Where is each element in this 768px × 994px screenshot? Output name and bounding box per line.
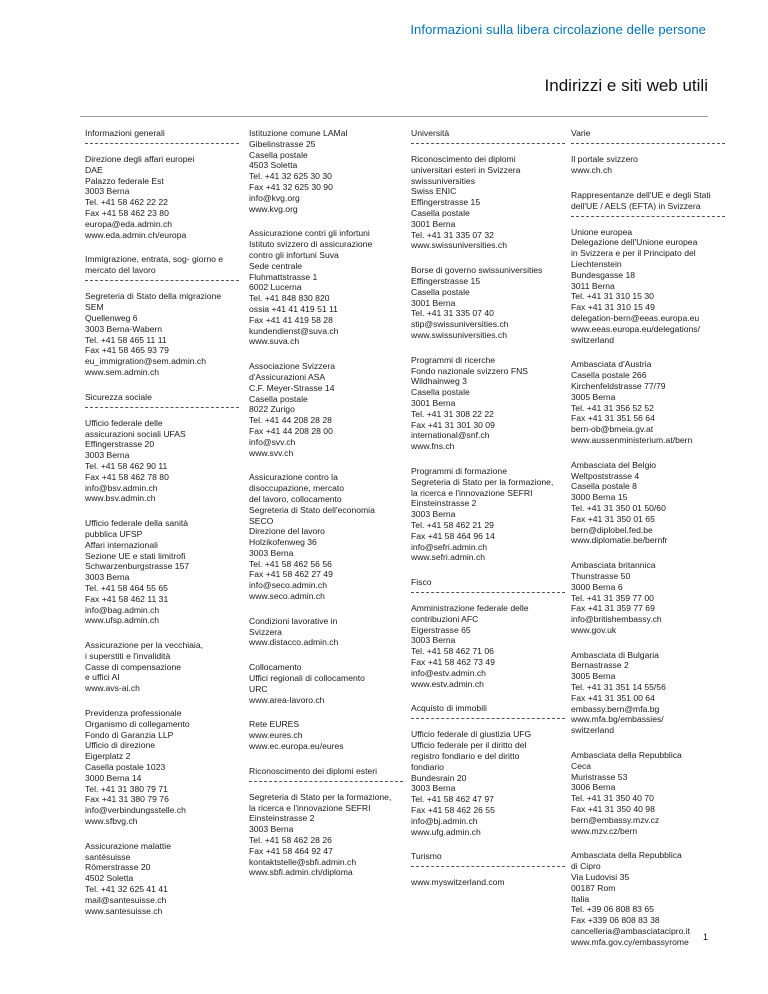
column-3 xyxy=(411,128,569,902)
section-heading: Informazioni generali xyxy=(85,128,239,144)
address-entry: Ambasciata di Bulgaria Bernastrasse 2 3005 Berna Tel. +41 31 351 14 55/56 Fax +41 31 351 00 64 embassy.bern@mfa.bg www.mfa.bg/embassies/ switzerland xyxy=(571,649,666,736)
address-entry: Segreteria di Stato della migrazione SEM Quellenweg 6 3003 Berna-Wabern Tel. +41 58 465 11 11 Fax +41 58 465 93 79 eu_immigration@sem.admin.ch www.sem.admin.ch xyxy=(85,291,222,377)
address-entry: Ufficio federale delle assicurazioni sociali UFAS Effingerstrasse 20 3003 Berna Tel. +41 58 462 90 11 Fax +41 58 462 78 80 info@bsv.admin.ch www.bsv.admin.ch xyxy=(85,417,186,504)
page-title: Indirizzi e siti web utili xyxy=(544,76,708,95)
address-entry: Collocamento Uffici regionali di collocamento URC www.area-lavoro.ch xyxy=(249,662,365,705)
address-entry: Direzione degli affari europei DAE Palazzo federale Est 3003 Berna Tel. +41 58 462 22 22 Fax +41 58 462 23 80 europa@eda.admin.ch www.eda.admin.ch/europa xyxy=(85,154,195,240)
section-heading: Rappresentanze dell'UE e degli Stati dell'UE / AELS (EFTA) in Svizzera xyxy=(571,190,725,217)
section-heading: Turismo xyxy=(411,851,565,867)
title-divider xyxy=(80,116,708,117)
section-heading: Università xyxy=(411,128,565,144)
address-entry: Istituzione comune LAMal Gibelinstrasse 25 Casella postale 4503 Soletta Tel. +41 32 625 30 30 Fax +41 32 625 30 90 info@kvg.org www.kvg.org xyxy=(249,128,348,214)
section-heading: Sicurezza sociale xyxy=(85,392,239,408)
column-1 xyxy=(85,128,243,930)
address-entry: Assicurazione contri gli infortuni Istituto svizzero di assicurazione contro gli infortuni Suva Sede centrale Fluhmattstrasse 1 6002 Lucerna Tel. +41 848 830 820 ossia +41 41 419 51 11 Fax +41 41 419 58 28 kundendienst@suva.ch www.suva.ch xyxy=(249,228,373,347)
address-entry: Ambasciata del Belgio Weltpoststrasse 4 Casella postale 8 3000 Berna 15 Tel. +41 31 350 01 50/60 Fax +41 31 350 01 65 bern@diplobel.fed.be www.diplomatie.be/bernfr xyxy=(571,459,668,546)
address-entry: Borse di governo swissuniversities Effingerstrasse 15 Casella postale 3001 Berna Tel. +41 31 335 07 40 stip@swissuniversities.ch www.swissuniversities.ch xyxy=(411,265,543,340)
address-entry: Ufficio federale della sanità pubblica UFSP Affari internazionali Sezione UE e stati limitrofi Schwarzenburgstrasse 157 3003 Berna Tel. +41 58 464 55 65 Fax +41 58 462 11 31 info@bag.admin.ch www.ufsp.admin.ch xyxy=(85,518,190,626)
address-entry: Unione europea Delegazione dell'Unione europea in Svizzera e per il Principato del Liechtenstein Bundesgasse 18 3011 Berna Tel. +41 31 310 15 30 Fax +41 31 310 15 49 delegation-bern@eeas.europa.eu www.eeas.europa.eu/delegations/ switzerland xyxy=(571,226,700,345)
address-entry: Rete EURES www.eures.ch www.ec.europa.eu/eures xyxy=(249,719,344,752)
section-heading: Riconoscimento dei diplomi esteri xyxy=(249,766,403,782)
address-entry: Ambasciata d'Austria Casella postale 266 Kirchenfeldstrasse 77/79 3005 Berna Tel. +41 31 356 52 52 Fax +41 31 351 56 64 bern-ob@bmeia.gv.at www.aussenministerium.at/bern xyxy=(571,359,693,445)
address-entry: Ambasciata britannica Thunstrasse 50 3000 Berna 6 Tel. +41 31 359 77 00 Fax +41 31 359 77 69 info@britishembassy.ch www.gov.uk xyxy=(571,560,662,635)
section-heading: Fisco xyxy=(411,577,565,593)
address-entry: Assicurazione per la vecchiaia, i superstiti e l'invalidità Casse di compensazione e uffici AI www.avs-ai.ch xyxy=(85,640,203,694)
address-entry: Riconoscimento dei diplomi universitari esteri in Svizzera swissuniversities Swiss ENIC Effingerstrasse 15 Casella postale 3001 Berna Tel. +41 31 335 07 32 www.swissuniversities.ch xyxy=(411,154,521,251)
address-entry: Previdenza professionale Organismo di collegamento Fondo di Garanzia LLP Ufficio di direzione Eigerplatz 2 Casella postale 1023 3000 Berna 14 Tel. +41 31 380 79 71 Fax +41 31 380 79 76 info@verbindungsstelle.ch www.sfbvg.ch xyxy=(85,708,190,827)
address-entry: Segreteria di Stato per la formazione, la ricerca e l'innovazione SEFRI Einsteinstrasse 2 3003 Berna Tel. +41 58 462 28 26 Fax +41 58 464 92 47 kontaktstelle@sbfi.admin.ch www.sbfi.admin.ch/diploma xyxy=(249,791,392,878)
address-entry: Ambasciata della Repubblica di Cipro Via Ludovisi 35 00187 Rom Italia Tel. +39 06 808 83 65 Fax +339 06 808 83 38 cancelleria@ambasciatacipro.it www.mfa.gov.cy/embassyrome xyxy=(571,850,691,947)
section-heading: Immigrazione, entrata, sog- giorno e mercato del lavoro xyxy=(85,254,239,281)
address-entry: Ufficio federale di giustizia UFG Ufficio federale per il diritto del registro fondiario e del diritto fondiario Bundesrain 20 3003 Berna Tel. +41 58 462 47 97 Fax +41 58 462 26 55 info@bj.admin.ch www.ufg.admin.ch xyxy=(411,729,532,837)
address-entry: Assicurazione malattie santésuisse Römerstrasse 20 4502 Soletta Tel. +41 32 625 41 41 mail@santesuisse.ch www.santesuisse.ch xyxy=(85,840,171,916)
column-4 xyxy=(571,128,729,962)
address-entry: Programmi di formazione Segreteria di Stato per la formazione, la ricerca e l'innovazione SEFRI Einsteinstrasse 2 3003 Berna Tel. +41 58 462 21 29 Fax +41 58 464 96 14 info@sefri.admin.ch www.sefri.admin.ch xyxy=(411,465,554,563)
address-entry: www.myswitzerland.com xyxy=(411,877,505,888)
address-entry: Associazione Svizzera d'Assicurazioni ASA C.F. Meyer-Strasse 14 Casella postale 8022 Zurigo Tel. +41 44 208 28 28 Fax +41 44 208 28 00 info@svv.ch www.svv.ch xyxy=(249,361,335,458)
page-number: 1 xyxy=(702,932,708,942)
address-entry: Amministrazione federale delle contribuzioni AFC Eigerstrasse 65 3003 Berna Tel. +41 58 462 71 06 Fax +41 58 462 73 49 info@estv.admin.ch www.estv.admin.ch xyxy=(411,603,529,689)
section-heading: Acquisto di immobili xyxy=(411,703,565,719)
address-entry: Programmi di ricerche Fondo nazionale svizzero FNS Wildhainweg 3 Casella postale 3001 Berna Tel. +41 31 308 22 22 Fax +41 31 301 30 09 international@snf.ch www.fns.ch xyxy=(411,354,529,452)
header-title: Informazioni sulla libera circolazione delle persone xyxy=(410,22,706,37)
address-entry: Il portale svizzero www.ch.ch xyxy=(571,154,638,175)
section-heading: Varie xyxy=(571,128,725,144)
column-2 xyxy=(249,128,407,892)
address-columns xyxy=(85,128,725,968)
address-entry: Ambasciata della Repubblica Ceca Muristrasse 53 3006 Berna Tel. +41 31 350 40 70 Fax +41 31 350 40 98 bern@embassy.mzv.cz www.mzv.cz/bern xyxy=(571,750,682,836)
address-entry: Condizioni lavorative in Svizzera www.distacco.admin.ch xyxy=(249,615,339,648)
address-entry: Assicurazione contro la disoccupazione, mercato del lavoro, collocamento Segreteria di Stato dell'economia SECO Direzione del lavoro Holzikofenweg 36 3003 Berna Tel. +41 58 462 56 56 Fax +41 58 462 27 49 info@seco.admin.ch www.seco.admin.ch xyxy=(249,472,375,602)
